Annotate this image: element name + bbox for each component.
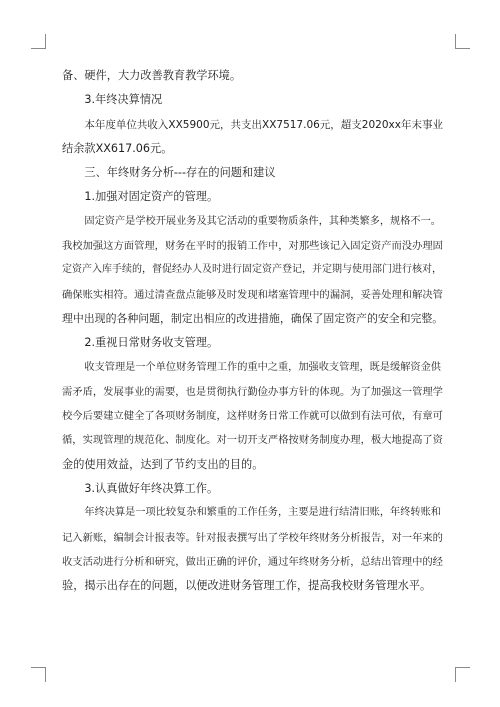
text-line: 结余款XX617.06元。 [62,141,173,155]
text-line: 备、硬件，大力改善教育教学环境。 [62,69,242,82]
text-line: 需矛盾，发展事业的需要，也是贯彻执行勤俭办事方针的体现。为了加强这一管理学 [62,385,443,398]
crop-mark-top-left [31,34,46,49]
text-line: 我校加强这方面管理，财务在平时的报销工作中，对那些该记入固定资产而没办理固 [62,240,443,253]
crop-mark-bottom-right [455,667,470,682]
text-line: 循，实现管理的规范化、制度化。对一切开支严格按财务制度办理，极大地提高了资 [62,434,443,447]
text-line: 年终决算是一项比较复杂和繁重的工作任务，主要是进行结清旧账，年终转账和 [84,507,441,519]
subsection-heading: 3.认真做好年终决算工作。 [84,482,219,496]
text-line: 固定资产是学校开展业务及其它活动的重要物质条件，其种类繁多，规格不一。 [84,215,441,227]
text-line: 定资产入库手续的，督促经办人及时进行固定资产登记，并定期与使用部门进行核对， [62,264,442,276]
section-heading: 三、年终财务分析---存在的问题和建议 [84,166,276,180]
text-line: 金的使用效益，达到了节约支出的目的。 [62,457,264,471]
text-line: 收支活动进行分析和研究，做出正确的评价，通过年终财务分析，总结出管理中的经 [62,555,443,568]
text-line: 验，揭示出存在的问题，以便改进财务管理工作，提高我校财务管理水平。 [62,579,432,593]
subsection-heading: 2.重视日常财务收支管理。 [84,336,219,350]
text-line: 确保账实相符。通过清查盘点能够及时发现和堵塞管理中的漏洞，妥善处理和解决管 [62,288,443,301]
text-line: 理中出现的各种问题，制定出相应的改进措施，确保了固定资产的安全和完整。 [62,311,444,325]
crop-mark-top-right [455,34,470,49]
section-heading: 3.年终决算情况 [84,93,163,107]
text-line: 校今后要建立健全了各项财务制度，这样财务日常工作就可以做到有法可依，有章可 [62,410,443,423]
document-body [62,64,444,599]
subsection-heading: 1.加强对固定资产的管理。 [84,190,219,204]
text-line: 收支管理是一个单位财务管理工作的重中之重，加强收支管理，既是缓解资金供 [84,361,441,373]
text-line: 记入新账，编制会计报表等。针对报表撰写出了学校年终财务分析报告，对一年来的 [62,531,443,544]
crop-mark-bottom-left [31,667,46,682]
text-line: 本年度单位共收入XX5900元，共支出XX7517.06元，超支2020xx年末事业 [84,118,443,131]
